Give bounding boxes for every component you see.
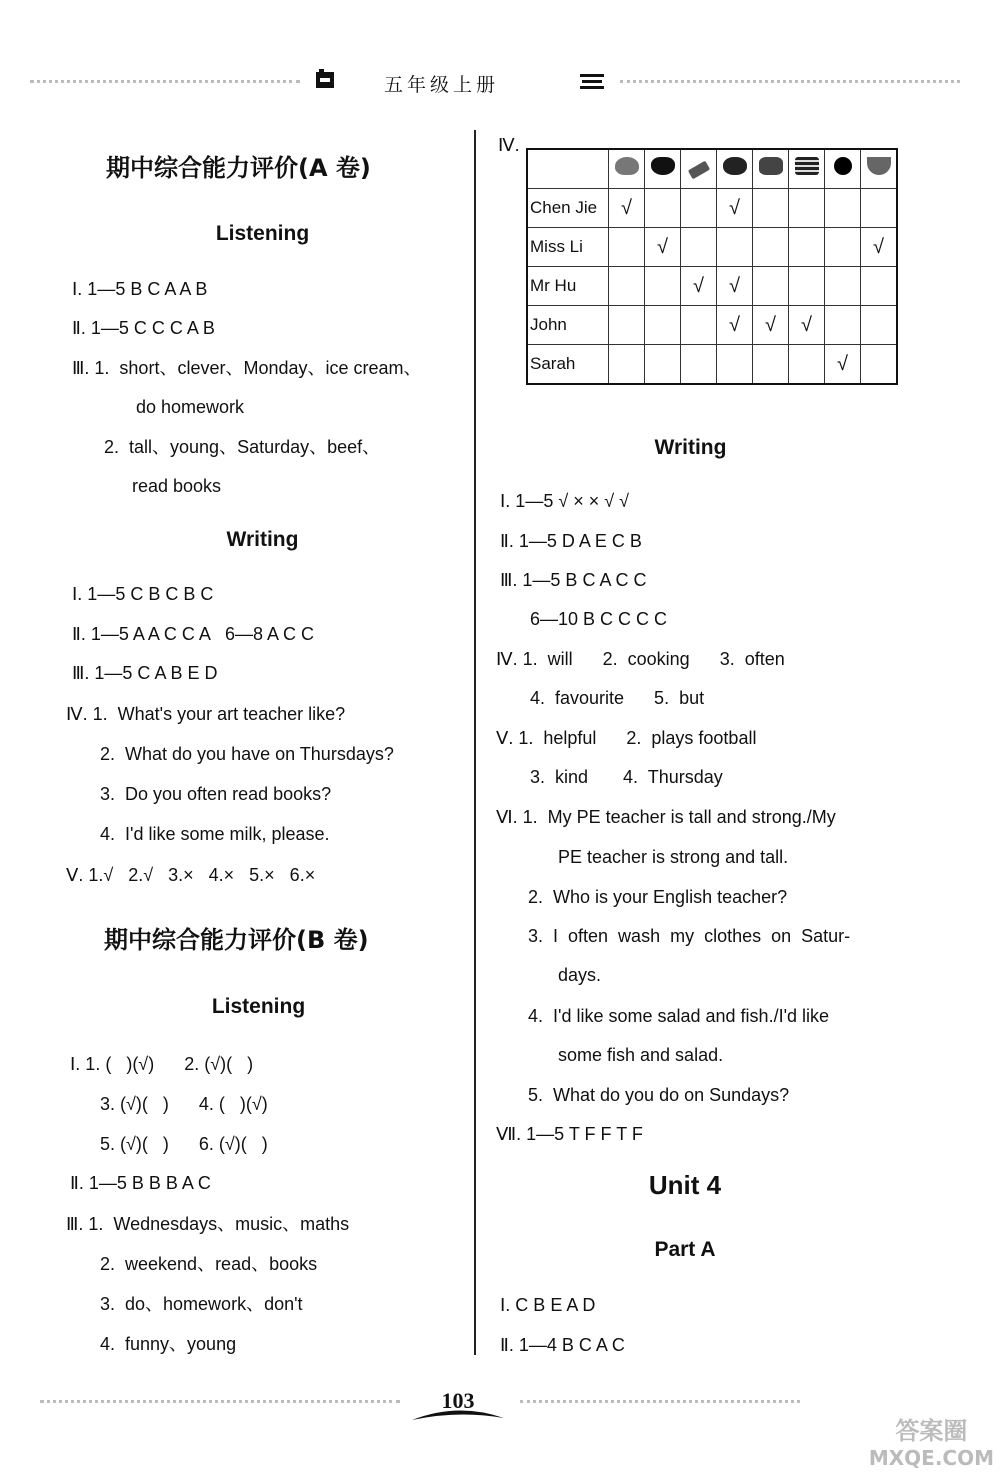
section-b-title: 期中综合能力评价(B 卷) bbox=[104, 926, 369, 954]
table-cell bbox=[789, 267, 825, 306]
row-name: John bbox=[527, 306, 609, 345]
table-cell bbox=[753, 345, 789, 385]
answer-line: 3. (√)( ) 4. ( )(√) bbox=[100, 1094, 268, 1114]
table-cell bbox=[609, 306, 645, 345]
table-row bbox=[527, 228, 897, 267]
answer-line: Ⅲ. 1—5 B C A C C bbox=[500, 570, 647, 590]
carrot-icon bbox=[687, 160, 709, 179]
answer-line: Ⅰ. C B E A D bbox=[500, 1295, 596, 1315]
section-a-title: 期中综合能力评价(A 卷) bbox=[106, 154, 371, 182]
answer-line: read books bbox=[132, 476, 222, 496]
footer-dots-right bbox=[520, 1400, 800, 1403]
rice-bowl-icon bbox=[867, 157, 891, 175]
answer-line: 2. tall、young、Saturday、beef、 bbox=[104, 437, 381, 457]
answer-line: Ⅱ. 1—4 B C A C bbox=[500, 1335, 625, 1355]
table-cell bbox=[861, 189, 898, 228]
book-icon bbox=[314, 68, 336, 90]
header-title: 五年级上册 bbox=[384, 74, 500, 96]
table-cell: √ bbox=[645, 228, 681, 267]
answer-line: Ⅰ. 1—5 B C A A B bbox=[72, 279, 208, 299]
answer-line: 3. Do you often read books? bbox=[100, 784, 332, 804]
answer-line: Ⅵ. 1. My PE teacher is tall and strong./My bbox=[496, 807, 836, 827]
table-cell bbox=[609, 228, 645, 267]
answer-line: 2. What do you have on Thursdays? bbox=[100, 744, 394, 764]
table-cell bbox=[825, 189, 861, 228]
table-row bbox=[527, 267, 897, 306]
table-header-row bbox=[527, 149, 897, 189]
noodles-icon bbox=[795, 157, 819, 175]
answer-line: 2. weekend、read、books bbox=[100, 1254, 318, 1274]
table-cell bbox=[609, 267, 645, 306]
answer-line: Ⅱ. 1—5 A A C C A 6—8 A C C bbox=[72, 624, 314, 644]
table-cell bbox=[609, 345, 645, 385]
page-number bbox=[408, 1384, 508, 1424]
row-name: Sarah bbox=[527, 345, 609, 385]
footer-dots-left bbox=[40, 1400, 400, 1403]
answer-line: 4. I'd like some salad and fish./I'd like bbox=[528, 1006, 830, 1026]
table-cell bbox=[861, 267, 898, 306]
food-preference-table bbox=[526, 148, 898, 385]
header-dots-left bbox=[30, 80, 300, 83]
table-corner-cell bbox=[527, 149, 609, 189]
answer-line: 5. What do you do on Sundays? bbox=[528, 1085, 790, 1105]
row-name: Mr Hu bbox=[527, 267, 609, 306]
table-cell bbox=[753, 267, 789, 306]
answer-line: Ⅲ. 1—5 C A B E D bbox=[72, 663, 218, 683]
row-name: Miss Li bbox=[527, 228, 609, 267]
salad-icon bbox=[615, 157, 639, 175]
table-cell bbox=[861, 306, 898, 345]
answer-line: do homework bbox=[136, 397, 245, 417]
answer-line: 4. funny、young bbox=[100, 1334, 237, 1354]
table-cell bbox=[789, 228, 825, 267]
table-cell bbox=[681, 189, 717, 228]
answer-line: Ⅰ. 1. ( )(√) 2. (√)( ) bbox=[70, 1054, 254, 1074]
watermark-text: 答案圈 bbox=[895, 1417, 968, 1445]
answer-line: 5. (√)( ) 6. (√)( ) bbox=[100, 1134, 268, 1154]
table-cell: √ bbox=[717, 267, 753, 306]
table-cell: √ bbox=[681, 267, 717, 306]
section-b-listening-heading: Listening bbox=[211, 995, 306, 1018]
answer-line: 4. favourite 5. but bbox=[530, 688, 705, 708]
table-cell bbox=[825, 306, 861, 345]
right-writing-heading: Writing bbox=[654, 436, 727, 459]
column-divider bbox=[474, 130, 476, 1355]
answer-line: 2. Who is your English teacher? bbox=[528, 887, 788, 907]
watermark-logo bbox=[869, 1411, 994, 1470]
table-cell bbox=[681, 306, 717, 345]
fish-icon bbox=[759, 157, 783, 175]
answer-line: Ⅱ. 1—5 D A E C B bbox=[500, 531, 642, 551]
answer-line: Ⅶ. 1—5 T F F T F bbox=[496, 1124, 643, 1144]
table-cell bbox=[645, 189, 681, 228]
header-dots-right bbox=[620, 80, 960, 83]
section-a-listening-heading: Listening bbox=[215, 222, 310, 245]
vegetables-icon bbox=[651, 157, 675, 175]
table-cell bbox=[825, 267, 861, 306]
table-cell bbox=[825, 228, 861, 267]
table-row bbox=[527, 306, 897, 345]
answer-line: 3. kind 4. Thursday bbox=[530, 767, 723, 787]
table-row bbox=[527, 345, 897, 385]
answer-line: 3. do、homework、don't bbox=[100, 1294, 303, 1314]
table-cell bbox=[789, 189, 825, 228]
table-cell bbox=[789, 345, 825, 385]
tomato-icon bbox=[834, 157, 852, 175]
answer-line: Ⅳ. 1. will 2. cooking 3. often bbox=[496, 649, 785, 669]
table-cell bbox=[753, 189, 789, 228]
answer-line: Ⅱ. 1—5 B B B A C bbox=[70, 1173, 211, 1193]
table-row bbox=[527, 189, 897, 228]
answer-line: some fish and salad. bbox=[558, 1045, 724, 1065]
table-cell bbox=[645, 306, 681, 345]
page-number-text: 103 bbox=[441, 1388, 475, 1413]
table-cell bbox=[645, 267, 681, 306]
table-cell bbox=[861, 345, 898, 385]
answer-line: 3. I often wash my clothes on Satur- bbox=[528, 926, 851, 946]
table-cell bbox=[681, 228, 717, 267]
chicken-icon bbox=[723, 157, 747, 175]
table-cell bbox=[645, 345, 681, 385]
table-cell: √ bbox=[789, 306, 825, 345]
watermark-url: MXQE.COM bbox=[868, 1446, 994, 1470]
table-cell: √ bbox=[717, 306, 753, 345]
answer-line: Ⅰ. 1—5 √ × × √ √ bbox=[500, 491, 629, 511]
answer-line: days. bbox=[558, 965, 602, 985]
answer-line: Ⅳ. 1. What's your art teacher like? bbox=[66, 704, 346, 724]
bookshelf-icon bbox=[580, 74, 604, 90]
answer-line: Ⅴ. 1.√ 2.√ 3.× 4.× 5.× 6.× bbox=[66, 865, 316, 885]
answer-line: PE teacher is strong and tall. bbox=[558, 847, 789, 867]
section-iv-label: Ⅳ. bbox=[498, 135, 520, 155]
table-cell bbox=[681, 345, 717, 385]
table-cell: √ bbox=[717, 189, 753, 228]
answer-line: Ⅲ. 1. short、clever、Monday、ice cream、 bbox=[72, 358, 422, 378]
table-cell: √ bbox=[609, 189, 645, 228]
section-a-writing-heading: Writing bbox=[226, 528, 299, 551]
row-name: Chen Jie bbox=[527, 189, 609, 228]
answer-line: Ⅰ. 1—5 C B C B C bbox=[72, 584, 214, 604]
answer-line: Ⅴ. 1. helpful 2. plays football bbox=[496, 728, 757, 748]
answer-line: 6—10 B C C C C bbox=[530, 609, 668, 629]
table-cell bbox=[717, 228, 753, 267]
part-heading: Part A bbox=[654, 1238, 716, 1261]
answer-line: Ⅲ. 1. Wednesdays、music、maths bbox=[66, 1214, 350, 1234]
table-cell bbox=[753, 228, 789, 267]
unit-heading: Unit 4 bbox=[648, 1170, 722, 1200]
answer-line: Ⅱ. 1—5 C C C A B bbox=[72, 318, 215, 338]
table-cell: √ bbox=[861, 228, 898, 267]
table-cell: √ bbox=[753, 306, 789, 345]
table-cell bbox=[717, 345, 753, 385]
answer-line: 4. I'd like some milk, please. bbox=[100, 824, 330, 844]
table-cell: √ bbox=[825, 345, 861, 385]
